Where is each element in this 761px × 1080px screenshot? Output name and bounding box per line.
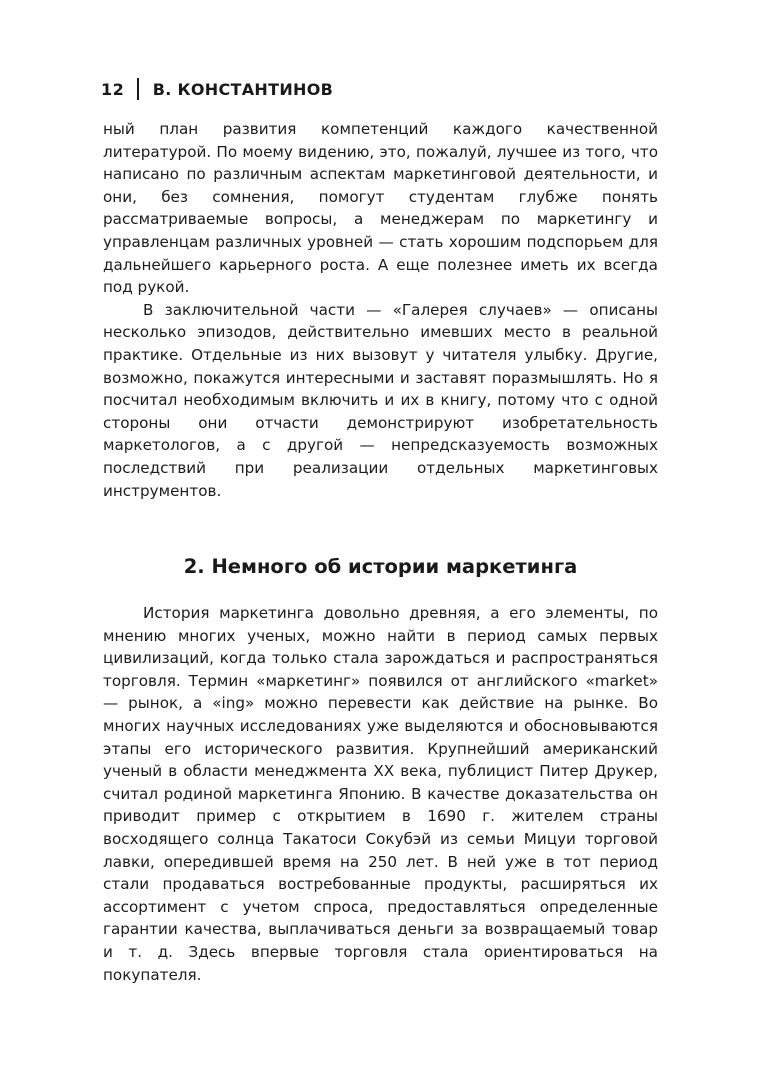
author-name: В. КОНСТАНТИНОВ [152, 79, 334, 99]
paragraph: История маркетинга довольно древняя, а его элементы, по мнению многих ученых, можно найти в период самых первых цивилизаций, когда только стала зарождаться и распространяться торговля. Термин «маркетинг» появился от английского «market» — рынок, а «ing» можно перевести как действие на рынке. Во многих научных исследованиях уже выделяются и обосновываются этапы его исторического развития. Крупнейший американский ученый в области менеджмента XX века, публицист Питер Друкер, считал родиной маркетинга Японию. В качестве доказательства он приводит пример с открытием в 1690 г. жителем страны восходящего солнца Такатоси Сокубэй из семьи Мицуи торговой лавки, опередившей время на 250 лет. В ней уже в тот период стали продаваться востребованные продукты, расширяться их ассортимент с учетом спроса, предоставляться определенные гарантии качества, выплачиваться деньги за возвращаемый товар и т. д. Здесь впервые торговля стала ориентироваться на покупателя. [103, 604, 658, 984]
header-divider [137, 78, 139, 100]
paragraph: ный план развития компетенций каждого качественной литературой. По моему видению, это, пожалуй, лучшее из того, что написано по различным аспектам маркетинговой деятельности, и они, без сомнения, помогут студентам глубже понять рассматриваемые вопросы, а менеджерам по маркетингу и управленцам различных уровней — стать хорошим подспорьем для дальнейшего карьерного роста. А еще полезнее иметь их всегда под рукой. [103, 120, 658, 297]
text-block-section [103, 602, 658, 986]
text-block-intro [103, 118, 658, 502]
paragraph: В заключительной части — «Галерея случаев» — описаны несколько эпизодов, действительно имевших место в реальной практике. Отдельные из них вызовут у читателя улыбку. Другие, возможно, покажутся интересными и заставят поразмышлять. Но я посчитал необходимым включить и их в книгу, потому что с одной стороны они отчасти демонстрируют изобретательность маркетологов, а с другой — непредсказуемость возможных последствий при реализации отдельных маркетинговых инструментов. [103, 300, 658, 500]
section-heading: 2. Немного об истории маркетинга [183, 555, 578, 578]
running-head [101, 77, 333, 101]
page-number: 12 [101, 79, 125, 99]
